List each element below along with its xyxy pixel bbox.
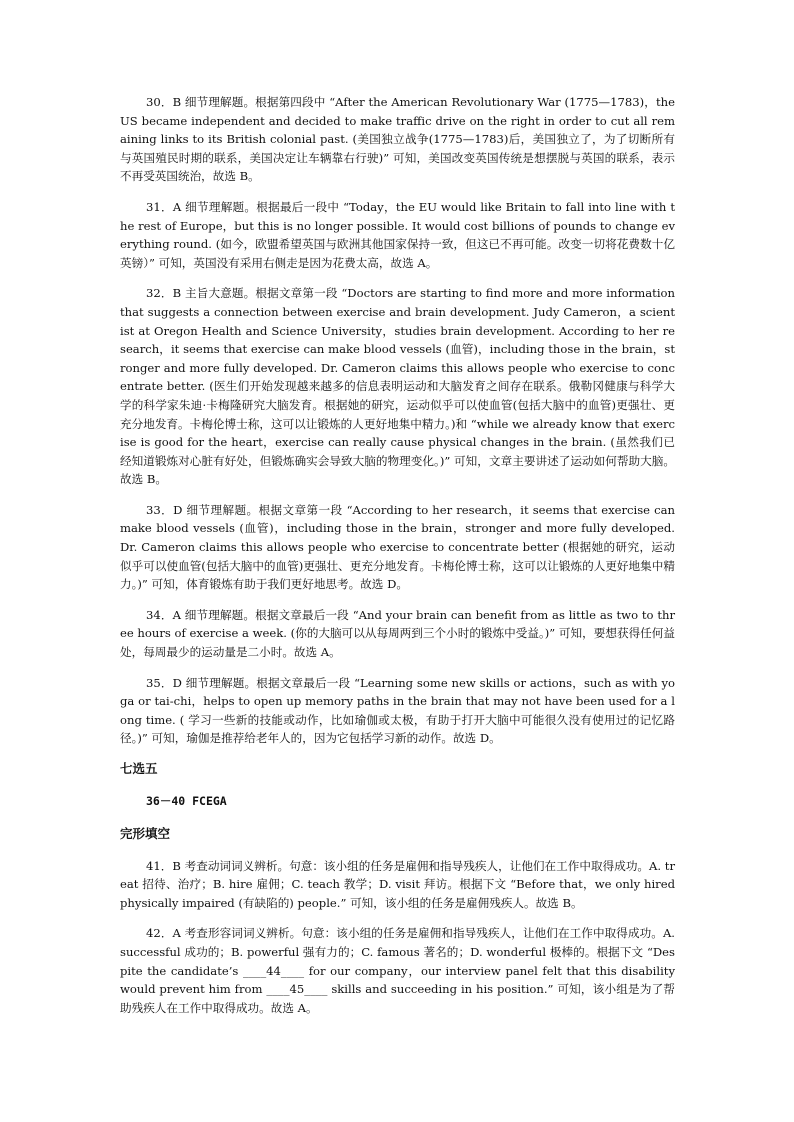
explanation-q41: 41．B 考查动词词义辨析。句意：该小组的任务是雇佣和指导残疾人，让他们在工作中取得成功。A. treat 招待、治疗；B. hire 雇佣；C. teach 教学；D. visit 拜访。根据下文 “Before that，we only hired physically impaired (有缺陷的) people.” 可知，该小组的任务是雇佣残疾人。故选 B。 (120, 858, 675, 910)
explanation-q32: 32．B 主旨大意题。根据文章第一段 “Doctors are starting to find more and more information that suggests a connection between exercise and brain development. Judy Cameron，a scientist at Oregon Health and Science University，studies brain development. According to her research，it seems that exercise can make blood vessels (血管)，including those in the brain，stronger and more fully developed. Dr. Cameron claims this allows people who exercise to concentrate better. (医生们开始发现越来越多的信息表明运动和大脑发育之间存在联系。俄勒冈健康与科学大学的科学家朱迪·卡梅隆研究大脑发育。根据她的研究，运动似乎可以使血管(包括大脑中的血管)更强壮、更充分地发育。卡梅伦博士称，这可以让锻炼的人更好地集中精力。)和 “while we already know that exercise is good for the heart，exercise can really cause physical changes in the brain. (虽然我们已经知道锻炼对心脏有好处，但锻炼确实会导致大脑的物理变化。)” 可知，文章主要讲述了运动如何帮助大脑。故选 B。 (120, 286, 675, 487)
section-heading-seven-choose-five: 七选五 (120, 761, 158, 776)
explanation-q35: 35．D 细节理解题。根据文章最后一段 “Learning some new skills or actions，such as with yoga or tai-chi，helps to open up memory paths in the brain that may not have been used for a long time. ( 学习一些新的技能或动作，比如瑜伽或太极，有助于打开大脑中可能很久没有使用过的记忆路径。)” 可知，瑜伽是推荐给老年人的，因为它包括学习新的动作。故选 D。 (120, 675, 675, 746)
explanation-q30: 30．B 细节理解题。根据第四段中 “After the American Revolutionary War (1775—1783)，the US became independent and decided to make traffic drive on the right in order to cut all remaining links to its British colonial past. (美国独立战争(1775—1783)后，美国独立了，为了切断所有与英国殖民时期的联系，美国决定让车辆靠右行驶)” 可知，美国改变英国传统是想摆脱与英国的联系，表示不再受英国统治，故选 B。 (120, 95, 675, 184)
explanation-q34: 34．A 细节理解题。根据文章最后一段 “And your brain can benefit from as little as two to three hours of exercise a week. (你的大脑可以从每周两到三个小时的锻炼中受益。)” 可知，要想获得任何益处，每周最少的运动量是二小时。故选 A。 (120, 607, 675, 660)
explanation-q31: 31．A 细节理解题。根据最后一段中 “Today，the EU would like Britain to fall into line with the rest of Europe，but this is no longer possible. It would cost billions of pounds to change everything round. (如今，欧盟希望英国与欧洲其他国家保持一致，但这已不再可能。改变一切将花费数十亿英镑）” 可知，英国没有采用右侧走是因为花费太高，故选 A。 (120, 199, 675, 270)
section-heading-cloze: 完形填空 (120, 825, 171, 841)
answers-36-40: 36－40 FCEGA (146, 794, 227, 808)
explanation-q42: 42．A 考查形容词词义辨析。句意：该小组的任务是雇佣和指导残疾人，让他们在工作中取得成功。A. successful 成功的；B. powerful 强有力的；C. famous 著名的；D. wonderful 极棒的。根据下文 “Despite the candidate’s ____44____ for our company，our interview panel felt that this disability would prevent him from ____45____ skills and succeeding in his position.” 可知，该小组是为了帮助残疾人在工作中取得成功。故选 A。 (120, 926, 675, 1015)
answer-explanations (120, 93, 675, 1029)
explanation-q33: 33．D 细节理解题。根据文章第一段 “According to her research，it seems that exercise can make blood vessels (血管)，including those in the brain，stronger and more fully developed. Dr. Cameron claims this allows people who exercise to concentrate better (根据她的研究，运动似乎可以使血管(包括大脑中的血管)更强壮、更充分地发育。卡梅伦博士称，这可以让锻炼的人更好地集中精力。)” 可知，体育锻炼有助于我们更好地思考。故选 D。 (120, 502, 675, 592)
